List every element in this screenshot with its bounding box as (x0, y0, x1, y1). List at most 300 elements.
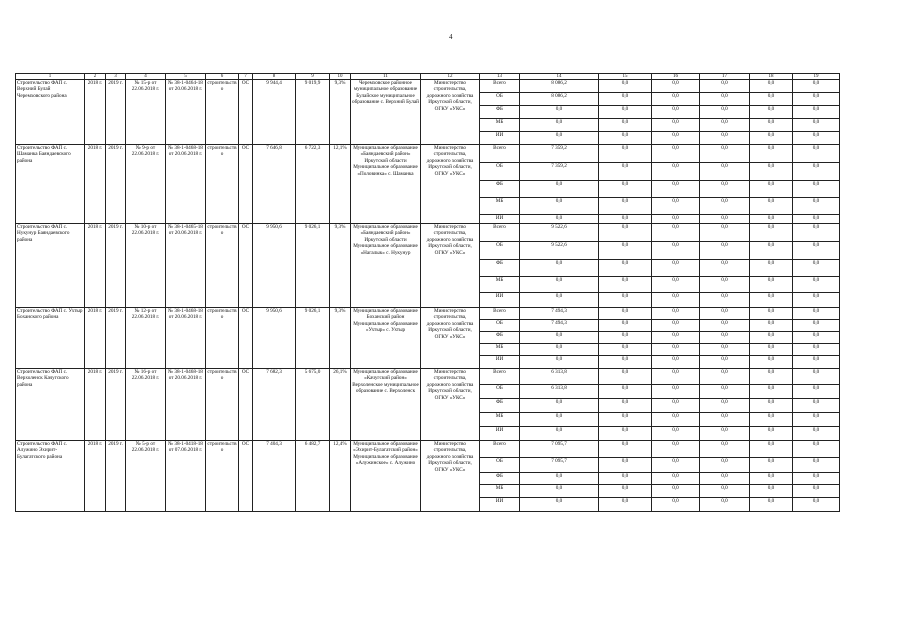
work-type: строительство (206, 80, 239, 145)
amount-col-18: 0,0 (750, 132, 793, 145)
amount-col-17: 0,0 (700, 441, 750, 458)
amount-col-15: 0,0 (599, 344, 652, 356)
total-cost: 9 950,6 (253, 224, 296, 308)
amount-col-15: 0,0 (599, 369, 652, 385)
amount-col-17: 0,0 (700, 106, 750, 119)
amount-col-18: 0,0 (750, 198, 793, 215)
work-type: строительство (206, 369, 239, 441)
column-number: 3 (106, 74, 126, 80)
customer-text: Муниципальное образование «Эхирит-Булагатский район» Муниципальное образование «Алужинское» с. Алужино (351, 441, 421, 512)
amount-col-18: 0,0 (750, 260, 793, 277)
amount-col-18: 0,0 (750, 145, 793, 163)
column-number: 18 (750, 74, 793, 80)
funding-source: ИИ (480, 215, 520, 224)
funding-source: Всего (480, 145, 520, 163)
amount-col-16: 0,0 (652, 385, 700, 399)
amount-col-19: 0,0 (793, 181, 840, 198)
amount-col-18: 0,0 (750, 163, 793, 181)
amount-col-17: 0,0 (700, 344, 750, 356)
column-number: 13 (480, 74, 520, 80)
expertise-number: № 38-1-0468-18 от 20.06.2018 г. (166, 369, 206, 441)
cost-value: 6 722,3 (296, 145, 330, 224)
amount-col-19: 0,0 (793, 260, 840, 277)
amount-col-15: 0,0 (599, 427, 652, 441)
column-number: 9 (296, 74, 330, 80)
start-year: 2018 г. (85, 145, 106, 224)
amount-col-19: 0,0 (793, 369, 840, 385)
amount-col-17: 0,0 (700, 119, 750, 132)
amount-col-19: 0,0 (793, 320, 840, 332)
customer-text: Муниципальное образование «Качугский район» Верхоленское муниципальное образование с. Верхоленск (351, 369, 421, 441)
object-row (16, 441, 840, 458)
amount-col-16: 0,0 (652, 344, 700, 356)
column-number: 8 (253, 74, 296, 80)
os-code: ОС (239, 308, 253, 369)
cost-value: 6 482,7 (296, 441, 330, 512)
os-code: ОС (239, 145, 253, 224)
funding-source: ФБ (480, 473, 520, 485)
funding-source: ИИ (480, 356, 520, 369)
amount-col-14: 0,0 (520, 106, 599, 119)
object-name: Строительство ФАП с. Верхний Булай Черемховского района (16, 80, 85, 145)
amount-col-14: 7 494,3 (520, 308, 599, 320)
amount-col-18: 0,0 (750, 441, 793, 458)
funding-source: Всего (480, 369, 520, 385)
percent-value: 12,1% (330, 145, 351, 224)
amount-col-18: 0,0 (750, 215, 793, 224)
amount-col-15: 0,0 (599, 119, 652, 132)
amount-col-14: 0,0 (520, 485, 599, 498)
amount-col-19: 0,0 (793, 485, 840, 498)
amount-col-18: 0,0 (750, 106, 793, 119)
amount-col-15: 0,0 (599, 399, 652, 413)
amount-col-17: 0,0 (700, 485, 750, 498)
amount-col-18: 0,0 (750, 332, 793, 344)
amount-col-15: 0,0 (599, 163, 652, 181)
object-name: Строительство ФАП с. Нукунур Баяндаевского района (16, 224, 85, 308)
amount-col-17: 0,0 (700, 242, 750, 260)
column-number: 7 (239, 74, 253, 80)
total-cost: 9 950,6 (253, 308, 296, 369)
amount-col-16: 0,0 (652, 320, 700, 332)
amount-col-17: 0,0 (700, 369, 750, 385)
end-year: 2019 г. (106, 308, 126, 369)
amount-col-14: 0,0 (520, 473, 599, 485)
os-code: ОС (239, 441, 253, 512)
object-row (16, 224, 840, 242)
funding-source: Всего (480, 441, 520, 458)
amount-col-18: 0,0 (750, 498, 793, 512)
amount-col-17: 0,0 (700, 320, 750, 332)
column-number: 1 (16, 74, 85, 80)
column-number: 14 (520, 74, 599, 80)
amount-col-16: 0,0 (652, 260, 700, 277)
amount-col-18: 0,0 (750, 485, 793, 498)
amount-col-19: 0,0 (793, 145, 840, 163)
start-year: 2018 г. (85, 369, 106, 441)
amount-col-19: 0,0 (793, 93, 840, 106)
amount-col-19: 0,0 (793, 132, 840, 145)
amount-col-19: 0,0 (793, 332, 840, 344)
ministry-text: Министерство строительства, дорожного хозяйства Иркутской области, ОГКУ «УКС» (421, 80, 480, 145)
amount-col-16: 0,0 (652, 332, 700, 344)
amount-col-15: 0,0 (599, 224, 652, 242)
end-year: 2019 г. (106, 224, 126, 308)
funding-source: ОБ (480, 93, 520, 106)
expertise-number: № 38-1-0464-18 от 20.06.2018 г. (166, 80, 206, 145)
amount-col-19: 0,0 (793, 441, 840, 458)
amount-col-16: 0,0 (652, 293, 700, 308)
amount-col-17: 0,0 (700, 293, 750, 308)
amount-col-16: 0,0 (652, 132, 700, 145)
amount-col-14: 7 359,2 (520, 145, 599, 163)
amount-col-19: 0,0 (793, 385, 840, 399)
end-year: 2019 г. (106, 369, 126, 441)
amount-col-14: 0,0 (520, 277, 599, 293)
amount-col-14: 0,0 (520, 427, 599, 441)
amount-col-18: 0,0 (750, 320, 793, 332)
amount-col-15: 0,0 (599, 132, 652, 145)
funding-source: ИИ (480, 293, 520, 308)
amount-col-16: 0,0 (652, 399, 700, 413)
funding-source: ОБ (480, 458, 520, 473)
amount-col-16: 0,0 (652, 80, 700, 93)
amount-col-16: 0,0 (652, 106, 700, 119)
amount-col-18: 0,0 (750, 224, 793, 242)
column-number: 2 (85, 74, 106, 80)
end-year: 2019 г. (106, 80, 126, 145)
object-row (16, 80, 840, 93)
funding-source: ИИ (480, 427, 520, 441)
amount-col-19: 0,0 (793, 80, 840, 93)
amount-col-16: 0,0 (652, 356, 700, 369)
amount-col-19: 0,0 (793, 242, 840, 260)
amount-col-15: 0,0 (599, 320, 652, 332)
amount-col-14: 8 086,2 (520, 93, 599, 106)
amount-col-19: 0,0 (793, 473, 840, 485)
amount-col-15: 0,0 (599, 145, 652, 163)
os-code: ОС (239, 369, 253, 441)
amount-col-19: 0,0 (793, 215, 840, 224)
amount-col-14: 0,0 (520, 332, 599, 344)
amount-col-19: 0,0 (793, 399, 840, 413)
column-number: 19 (793, 74, 840, 80)
amount-col-17: 0,0 (700, 427, 750, 441)
amount-col-15: 0,0 (599, 198, 652, 215)
amount-col-16: 0,0 (652, 413, 700, 427)
amount-col-18: 0,0 (750, 93, 793, 106)
amount-col-16: 0,0 (652, 181, 700, 198)
amount-col-17: 0,0 (700, 356, 750, 369)
amount-col-17: 0,0 (700, 224, 750, 242)
funding-source: МБ (480, 119, 520, 132)
object-name: Строительство ФАП с. Верхоленск Качугского района (16, 369, 85, 441)
amount-col-15: 0,0 (599, 181, 652, 198)
amount-col-17: 0,0 (700, 473, 750, 485)
order-number: № 16-р от 22.06.2018 г. (126, 369, 166, 441)
funding-source: МБ (480, 277, 520, 293)
amount-col-14: 7 095,7 (520, 441, 599, 458)
total-cost: 9 944,4 (253, 80, 296, 145)
ministry-text: Министерство строительства, дорожного хозяйства Иркутской области, ОГКУ «УКС» (421, 145, 480, 224)
object-row (16, 308, 840, 320)
ministry-text: Министерство строительства, дорожного хозяйства Иркутской области, ОГКУ «УКС» (421, 224, 480, 308)
order-number: № 15-р от 22.06.2018 г. (126, 80, 166, 145)
amount-col-14: 0,0 (520, 181, 599, 198)
funding-source: МБ (480, 344, 520, 356)
amount-col-19: 0,0 (793, 427, 840, 441)
amount-col-14: 7 359,2 (520, 163, 599, 181)
amount-col-18: 0,0 (750, 308, 793, 320)
customer-text: Черемховское районное муниципальное образование Булайское муниципальное образование с. Верхний Булай (351, 80, 421, 145)
order-number: № 5-р от 22.06.2018 г. (126, 441, 166, 512)
amount-col-19: 0,0 (793, 498, 840, 512)
amount-col-16: 0,0 (652, 277, 700, 293)
amount-col-14: 0,0 (520, 498, 599, 512)
column-number: 17 (700, 74, 750, 80)
amount-col-17: 0,0 (700, 145, 750, 163)
amount-col-17: 0,0 (700, 132, 750, 145)
amount-col-17: 0,0 (700, 277, 750, 293)
amount-col-19: 0,0 (793, 277, 840, 293)
amount-col-19: 0,0 (793, 198, 840, 215)
amount-col-16: 0,0 (652, 163, 700, 181)
amount-col-16: 0,0 (652, 458, 700, 473)
amount-col-18: 0,0 (750, 385, 793, 399)
amount-col-19: 0,0 (793, 163, 840, 181)
amount-col-18: 0,0 (750, 277, 793, 293)
amount-col-14: 6 313,8 (520, 369, 599, 385)
funding-source: ФБ (480, 106, 520, 119)
funding-source: ФБ (480, 399, 520, 413)
end-year: 2019 г. (106, 145, 126, 224)
column-number: 11 (351, 74, 421, 80)
amount-col-14: 0,0 (520, 132, 599, 145)
amount-col-15: 0,0 (599, 106, 652, 119)
amount-col-18: 0,0 (750, 242, 793, 260)
funding-source: ОБ (480, 242, 520, 260)
percent-value: 12,4% (330, 441, 351, 512)
funding-source: МБ (480, 413, 520, 427)
expertise-number: № 38-1-0468-18 от 20.06.2018 г. (166, 145, 206, 224)
funding-source: МБ (480, 198, 520, 215)
amount-col-18: 0,0 (750, 399, 793, 413)
amount-col-18: 0,0 (750, 369, 793, 385)
amount-col-17: 0,0 (700, 458, 750, 473)
amount-col-14: 0,0 (520, 198, 599, 215)
amount-col-14: 0,0 (520, 399, 599, 413)
customer-text: Муниципальное образование Боханский район Муниципальное образование «Ухтыр» с. Ухтыр (351, 308, 421, 369)
funding-source: ФБ (480, 332, 520, 344)
amount-col-18: 0,0 (750, 119, 793, 132)
amount-col-17: 0,0 (700, 260, 750, 277)
amount-col-19: 0,0 (793, 344, 840, 356)
amount-col-16: 0,0 (652, 498, 700, 512)
amount-col-15: 0,0 (599, 293, 652, 308)
amount-col-18: 0,0 (750, 344, 793, 356)
amount-col-17: 0,0 (700, 93, 750, 106)
work-type: строительство (206, 308, 239, 369)
percent-value: 9,3% (330, 224, 351, 308)
amount-col-18: 0,0 (750, 80, 793, 93)
cost-value: 9 026,1 (296, 308, 330, 369)
amount-col-18: 0,0 (750, 293, 793, 308)
object-name: Строительство ФАП с. Шаманка Баяндаевского района (16, 145, 85, 224)
amount-col-19: 0,0 (793, 293, 840, 308)
amount-col-16: 0,0 (652, 441, 700, 458)
amount-col-16: 0,0 (652, 369, 700, 385)
start-year: 2018 г. (85, 224, 106, 308)
amount-col-18: 0,0 (750, 473, 793, 485)
amount-col-15: 0,0 (599, 260, 652, 277)
amount-col-15: 0,0 (599, 93, 652, 106)
amount-col-16: 0,0 (652, 145, 700, 163)
customer-text: Муниципальное образование «Баяндаевский район» Иркутской области Муниципальное образование «Нагалык» с. Нукунур (351, 224, 421, 308)
expertise-number: № 38-1-0468-18 от 20.06.2018 г. (166, 308, 206, 369)
column-number: 5 (166, 74, 206, 80)
ministry-text: Министерство строительства, дорожного хозяйства Иркутской области, ОГКУ «УКС» (421, 441, 480, 512)
end-year: 2019 г. (106, 441, 126, 512)
column-number: 6 (206, 74, 239, 80)
start-year: 2018 г. (85, 308, 106, 369)
amount-col-19: 0,0 (793, 224, 840, 242)
cost-value: 5 675,0 (296, 369, 330, 441)
amount-col-17: 0,0 (700, 332, 750, 344)
amount-col-17: 0,0 (700, 413, 750, 427)
amount-col-16: 0,0 (652, 485, 700, 498)
amount-col-14: 0,0 (520, 293, 599, 308)
amount-col-17: 0,0 (700, 215, 750, 224)
expertise-number: № 38-1-0418-18 от 07.06.2018 г. (166, 441, 206, 512)
amount-col-17: 0,0 (700, 308, 750, 320)
cost-value: 9 019,9 (296, 80, 330, 145)
column-number: 10 (330, 74, 351, 80)
amount-col-18: 0,0 (750, 356, 793, 369)
amount-col-14: 0,0 (520, 356, 599, 369)
amount-col-15: 0,0 (599, 413, 652, 427)
amount-col-14: 8 086,2 (520, 80, 599, 93)
amount-col-18: 0,0 (750, 181, 793, 198)
column-number: 12 (421, 74, 480, 80)
amount-col-16: 0,0 (652, 308, 700, 320)
amount-col-14: 6 313,8 (520, 385, 599, 399)
amount-col-17: 0,0 (700, 399, 750, 413)
amount-col-17: 0,0 (700, 163, 750, 181)
work-type: строительство (206, 224, 239, 308)
amount-col-15: 0,0 (599, 242, 652, 260)
customer-text: Муниципальное образование «Баяндаевский район» Иркутской области Муниципальное образование «Половинка» с. Шаманка (351, 145, 421, 224)
os-code: ОС (239, 224, 253, 308)
total-cost: 7 646,8 (253, 145, 296, 224)
object-name: Строительство ФАП с. Ухтыр Боханского района (16, 308, 85, 369)
object-row (16, 145, 840, 163)
amount-col-18: 0,0 (750, 413, 793, 427)
amount-col-15: 0,0 (599, 332, 652, 344)
order-number: № 12-р от 22.06.2018 г. (126, 308, 166, 369)
total-cost: 7 682,3 (253, 369, 296, 441)
amount-col-14: 7 095,7 (520, 458, 599, 473)
amount-col-14: 0,0 (520, 344, 599, 356)
work-type: строительство (206, 145, 239, 224)
expertise-number: № 38-1-0465-18 от 20.06.2018 г. (166, 224, 206, 308)
amount-col-15: 0,0 (599, 473, 652, 485)
amount-col-15: 0,0 (599, 277, 652, 293)
amount-col-14: 9 522,6 (520, 242, 599, 260)
amount-col-17: 0,0 (700, 80, 750, 93)
percent-value: 9,3% (330, 80, 351, 145)
amount-col-15: 0,0 (599, 356, 652, 369)
amount-col-16: 0,0 (652, 473, 700, 485)
amount-col-15: 0,0 (599, 308, 652, 320)
percent-value: 9,3% (330, 308, 351, 369)
funding-source: ОБ (480, 163, 520, 181)
percent-value: 26,1% (330, 369, 351, 441)
amount-col-14: 0,0 (520, 260, 599, 277)
start-year: 2018 г. (85, 80, 106, 145)
amount-col-14: 9 522,6 (520, 224, 599, 242)
amount-col-19: 0,0 (793, 119, 840, 132)
amount-col-19: 0,0 (793, 413, 840, 427)
amount-col-16: 0,0 (652, 224, 700, 242)
investment-program-table (15, 73, 840, 512)
amount-col-16: 0,0 (652, 198, 700, 215)
amount-col-19: 0,0 (793, 106, 840, 119)
object-row (16, 369, 840, 385)
amount-col-17: 0,0 (700, 498, 750, 512)
amount-col-16: 0,0 (652, 93, 700, 106)
funding-source: ОБ (480, 385, 520, 399)
funding-source: ФБ (480, 181, 520, 198)
amount-col-15: 0,0 (599, 485, 652, 498)
amount-col-16: 0,0 (652, 427, 700, 441)
amount-col-19: 0,0 (793, 458, 840, 473)
amount-col-16: 0,0 (652, 119, 700, 132)
column-number: 4 (126, 74, 166, 80)
amount-col-15: 0,0 (599, 498, 652, 512)
order-number: № 10-р от 22.06.2018 г. (126, 224, 166, 308)
amount-col-14: 0,0 (520, 413, 599, 427)
os-code: ОС (239, 80, 253, 145)
funding-source: ФБ (480, 260, 520, 277)
amount-col-17: 0,0 (700, 181, 750, 198)
ministry-text: Министерство строительства, дорожного хозяйства Иркутской области, ОГКУ «УКС» (421, 369, 480, 441)
funding-source: Всего (480, 308, 520, 320)
funding-source: ИИ (480, 498, 520, 512)
page-number: 4 (449, 33, 453, 41)
amount-col-15: 0,0 (599, 385, 652, 399)
amount-col-17: 0,0 (700, 198, 750, 215)
amount-col-18: 0,0 (750, 458, 793, 473)
amount-col-14: 0,0 (520, 215, 599, 224)
amount-col-18: 0,0 (750, 427, 793, 441)
funding-source: МБ (480, 485, 520, 498)
funding-source: ОБ (480, 320, 520, 332)
amount-col-15: 0,0 (599, 80, 652, 93)
object-name: Строительство ФАП с. Алужино Эхирит-Булагатского района (16, 441, 85, 512)
amount-col-16: 0,0 (652, 242, 700, 260)
column-number: 15 (599, 74, 652, 80)
total-cost: 7 404,3 (253, 441, 296, 512)
cost-value: 9 026,1 (296, 224, 330, 308)
amount-col-17: 0,0 (700, 385, 750, 399)
amount-col-19: 0,0 (793, 356, 840, 369)
start-year: 2018 г. (85, 441, 106, 512)
amount-col-15: 0,0 (599, 441, 652, 458)
work-type: строительство (206, 441, 239, 512)
column-number: 16 (652, 74, 700, 80)
funding-source: Всего (480, 80, 520, 93)
amount-col-14: 7 494,3 (520, 320, 599, 332)
